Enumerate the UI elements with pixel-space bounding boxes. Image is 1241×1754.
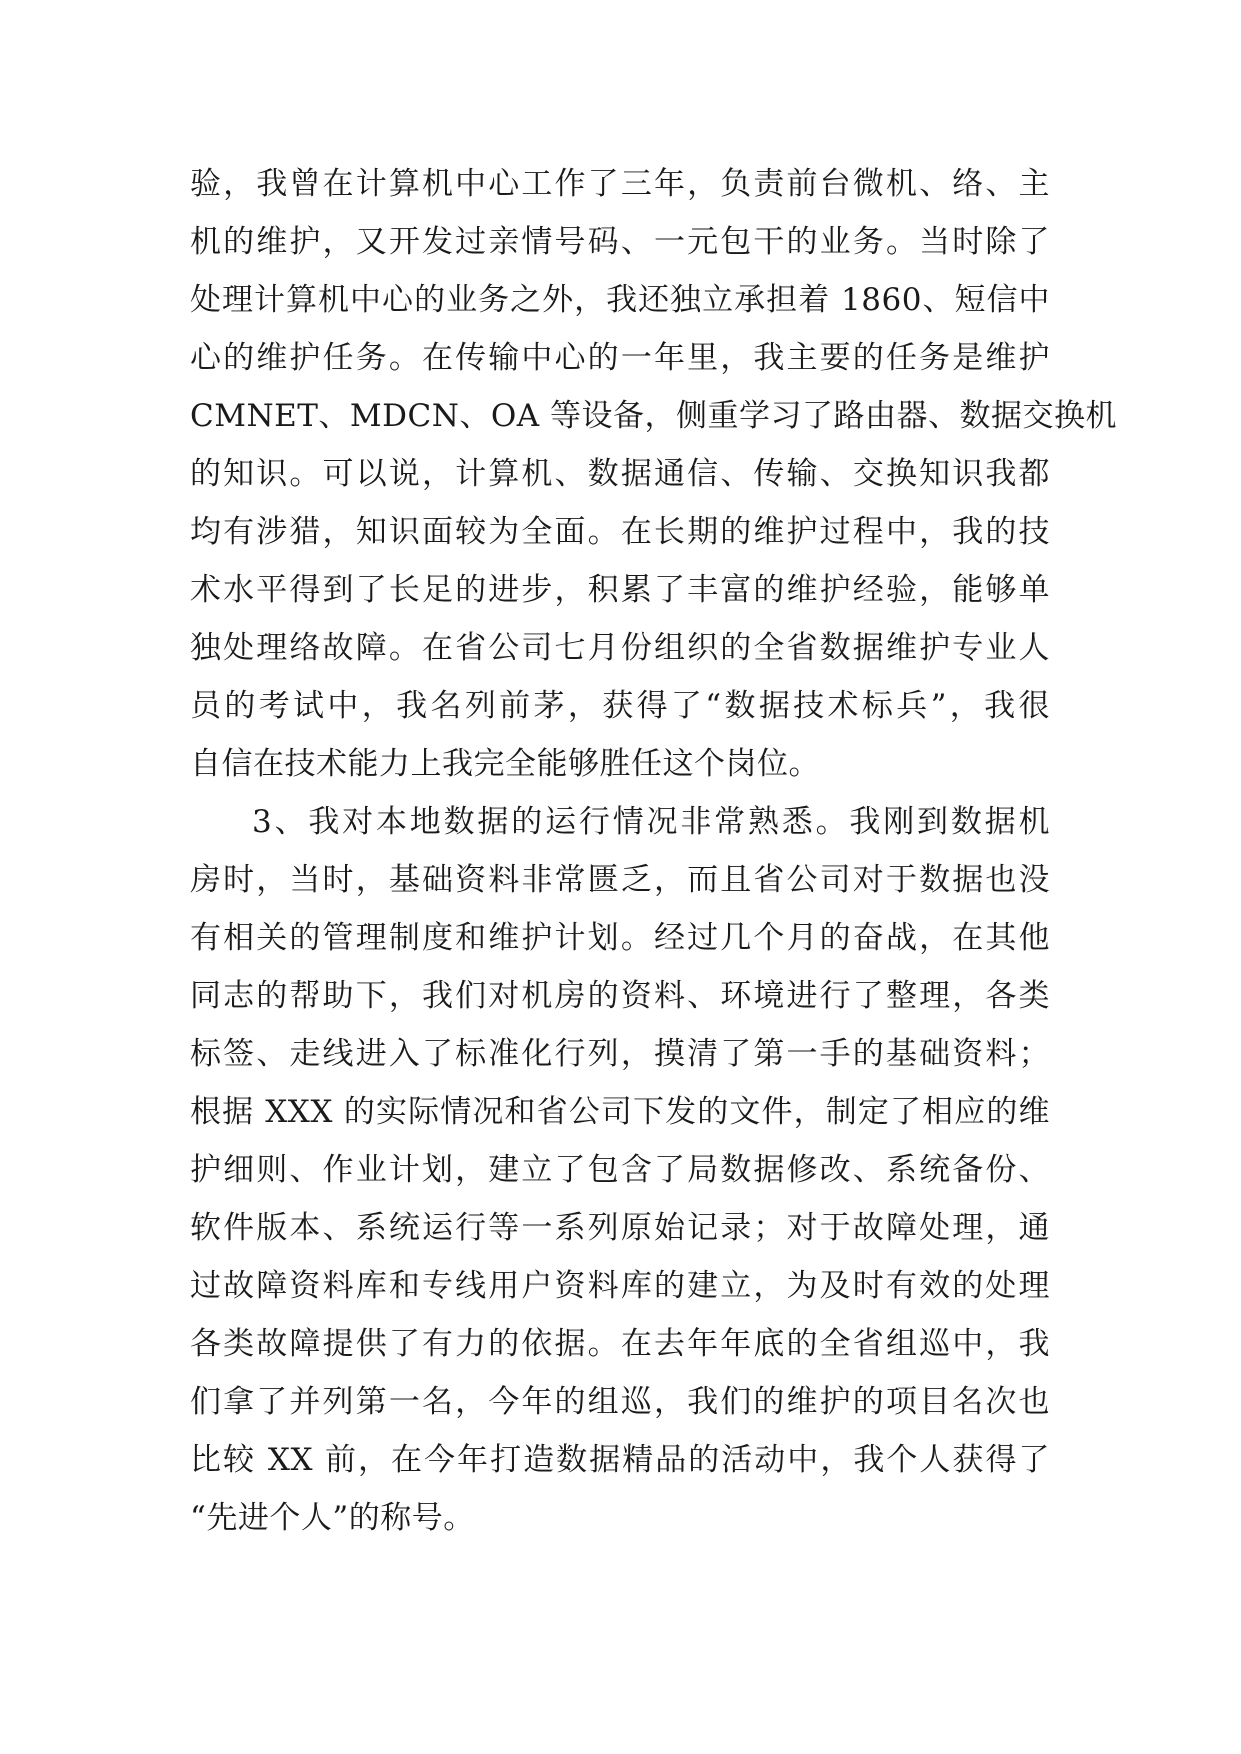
text-line: 过故障资料库和专线用户资料库的建立，为及时有效的处理 [190, 1268, 1050, 1304]
text-line: 处理计算机中心的业务之外，我还独立承担着 1860、短信中 [190, 282, 1050, 318]
text-line: 的知识。可以说，计算机、数据通信、传输、交换知识我都 [190, 456, 1050, 492]
text-line: 独处理络故障。在省公司七月份组织的全省数据维护专业人 [190, 630, 1050, 666]
text-line: 机的维护，又开发过亲情号码、一元包干的业务。当时除了 [190, 224, 1050, 260]
text-line: 各类故障提供了有力的依据。在去年年底的全省组巡中，我 [190, 1326, 1050, 1362]
text-line: 有相关的管理制度和维护计划。经过几个月的奋战，在其他 [190, 920, 1050, 956]
text-line: 软件版本、系统运行等一系列原始记录；对于故障处理，通 [190, 1210, 1050, 1246]
paragraph-start-line: 3、我对本地数据的运行情况非常熟悉。我刚到数据机 [252, 804, 1050, 840]
text-line: 同志的帮助下，我们对机房的资料、环境进行了整理，各类 [190, 978, 1050, 1014]
text-line: 房时，当时，基础资料非常匮乏，而且省公司对于数据也没 [190, 862, 1050, 898]
text-line: 验，我曾在计算机中心工作了三年，负责前台微机、络、主 [190, 166, 1050, 202]
text-line: CMNET、MDCN、OA 等设备，侧重学习了路由器、数据交换机 [190, 398, 1117, 434]
text-line: 自信在技术能力上我完全能够胜任这个岗位。 [190, 746, 820, 782]
text-line: 比较 XX 前，在今年打造数据精品的活动中，我个人获得了 [190, 1442, 1050, 1478]
text-line: 心的维护任务。在传输中心的一年里，我主要的任务是维护 [190, 340, 1050, 376]
body-text [190, 155, 1117, 1547]
text-line: 们拿了并列第一名，今年的组巡，我们的维护的项目名次也 [190, 1384, 1050, 1420]
text-line: 员的考试中，我名列前茅，获得了“数据技术标兵”，我很 [190, 688, 1050, 724]
text-line: 护细则、作业计划，建立了包含了局数据修改、系统备份、 [190, 1152, 1050, 1188]
text-line: 根据 XXX 的实际情况和省公司下发的文件，制定了相应的维 [190, 1094, 1050, 1130]
text-line: 均有涉猎，知识面较为全面。在长期的维护过程中，我的技 [190, 514, 1050, 550]
text-line: “先进个人”的称号。 [190, 1500, 475, 1536]
text-line: 术水平得到了长足的进步，积累了丰富的维护经验，能够单 [190, 572, 1050, 608]
text-line: 标签、走线进入了标准化行列，摸清了第一手的基础资料； [190, 1036, 1050, 1072]
